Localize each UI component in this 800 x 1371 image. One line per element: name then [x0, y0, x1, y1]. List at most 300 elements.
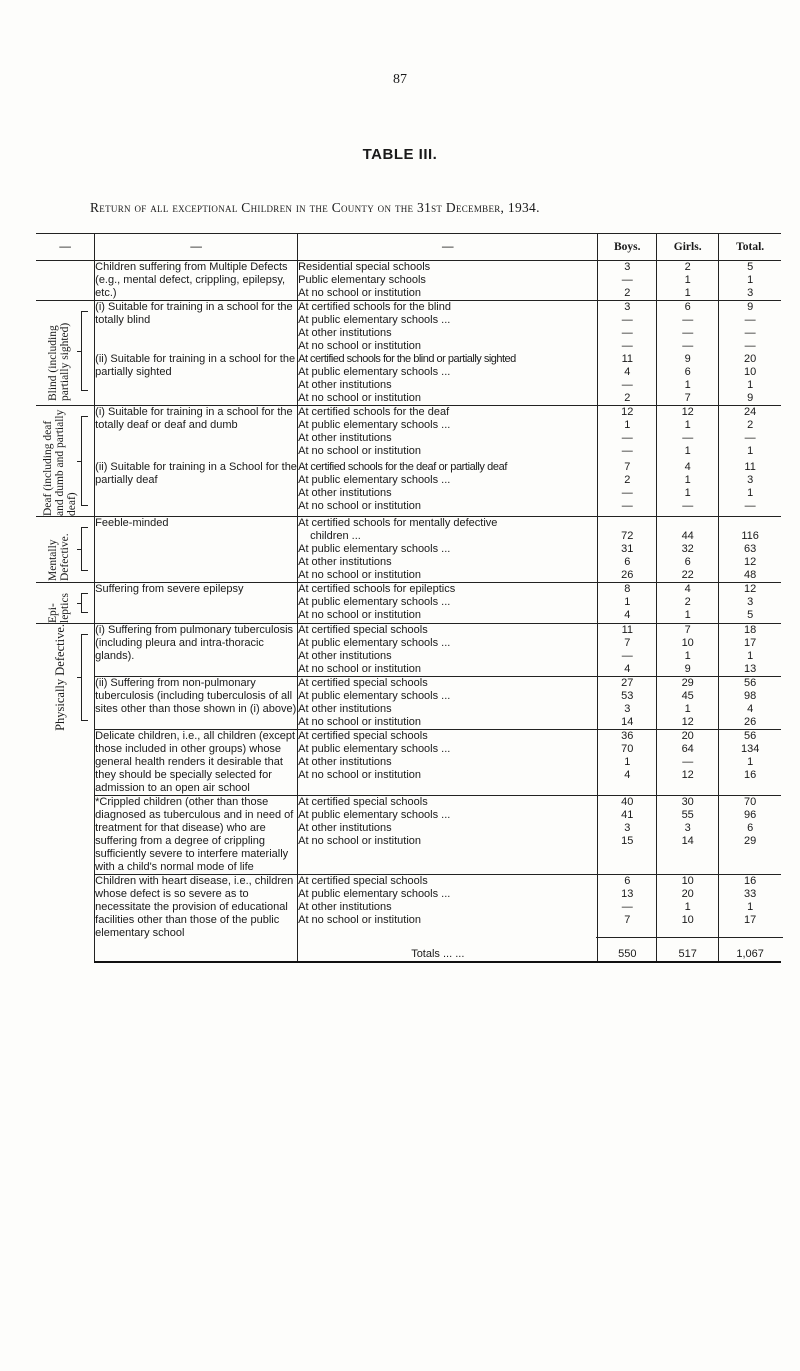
total-value: 116 — [741, 530, 759, 542]
placement-line: At no school or institution — [298, 663, 422, 675]
exceptional-children-table — [36, 233, 781, 963]
condition-cell — [95, 517, 298, 583]
total-value: 3 — [747, 287, 754, 299]
girls-value — [657, 517, 718, 530]
brace-icon — [81, 527, 88, 571]
placement-cell — [298, 261, 598, 301]
group-mental — [36, 517, 95, 583]
condition-text: (ii) Suitable for training in a School for the partially deaf — [95, 461, 297, 486]
total-value: — — [744, 327, 756, 339]
girls-value: 32 — [681, 543, 694, 555]
boys-value: 6 — [624, 556, 631, 568]
condition-text: (i) Suitable for training in a school for the totally deaf or deaf and dumb — [95, 406, 293, 431]
girls-cell — [657, 517, 719, 583]
girls-cell — [657, 624, 719, 677]
girls-value: 10 — [681, 914, 694, 926]
total-value: 56 — [744, 730, 757, 742]
brace-icon — [81, 311, 88, 391]
header-total: Total. — [719, 234, 781, 261]
total-value: 63 — [744, 543, 757, 555]
placement-line: At certified special schools — [298, 796, 428, 808]
girls-value: 1 — [684, 287, 691, 299]
placement-cell — [298, 875, 598, 963]
condition-text: (ii) Suffering from non-pulmonary tuberculosis (including tuberculosis of all sites other than those shown in (i) above) — [95, 677, 297, 715]
header-boys: Boys. — [598, 234, 657, 261]
total-value: 56 — [744, 677, 757, 689]
total-value: 3 — [747, 474, 754, 486]
girls-total: 517 — [678, 948, 697, 960]
girls-value: 1 — [684, 474, 691, 486]
boys-value: 1 — [624, 756, 631, 768]
girls-value: 20 — [681, 888, 694, 900]
condition-cell — [95, 406, 298, 462]
boys-value: 72 — [621, 530, 634, 542]
total-value: 11 — [744, 461, 756, 473]
placement-line: At other institutions — [298, 650, 392, 662]
total-value: 48 — [744, 569, 757, 581]
placement-line: At public elementary schools ... — [298, 888, 451, 900]
total-value: 1 — [747, 445, 754, 457]
boys-value: — — [621, 314, 633, 326]
boys-value: 2 — [624, 392, 631, 404]
total-value: 6 — [747, 822, 754, 834]
total-value: 20 — [744, 353, 757, 365]
placement-line: At no school or institution — [298, 445, 422, 457]
placement-line: At other institutions — [298, 756, 392, 768]
placement-line: At no school or institution — [298, 340, 422, 352]
total-cell — [719, 301, 781, 354]
placement-cell — [298, 517, 598, 583]
condition-text: Suffering from severe epilepsy — [95, 583, 244, 595]
boys-value: — — [621, 274, 633, 286]
boys-cell — [598, 461, 657, 517]
boys-value: 3 — [624, 301, 631, 313]
boys-value: — — [621, 500, 633, 512]
placement-line: At no school or institution — [298, 835, 422, 847]
header-girls: Girls. — [657, 234, 719, 261]
placement-line: At certified schools for the deaf — [298, 406, 450, 418]
girls-value: 1 — [684, 650, 691, 662]
placement-line: At public elementary schools ... — [298, 809, 451, 821]
total-cell — [719, 624, 781, 677]
boys-value: 7 — [624, 914, 631, 926]
boys-value: 13 — [621, 888, 634, 900]
total-value: 16 — [744, 875, 757, 887]
boys-value: 3 — [624, 703, 631, 715]
table-row — [36, 875, 781, 963]
placement-line: At certified schools for the blind — [298, 301, 451, 313]
condition-cell — [95, 875, 298, 963]
page-number: 87 — [393, 72, 407, 87]
placement-line: At other institutions — [298, 327, 392, 339]
brace-icon — [81, 634, 88, 721]
placement-line: At no school or institution — [298, 716, 422, 728]
girls-cell — [657, 583, 719, 624]
boys-cell — [598, 517, 657, 583]
total-cell — [719, 406, 781, 462]
condition-cell — [95, 461, 298, 517]
boys-value: 11 — [621, 353, 633, 365]
girls-cell — [657, 796, 719, 875]
girls-value: — — [682, 340, 694, 352]
placement-line: At other institutions — [298, 487, 392, 499]
condition-text: (ii) Suitable for training in a school for the partially sighted — [95, 353, 296, 378]
total-value: 1 — [747, 274, 754, 286]
group-label-blind: Blind (including partially sighted) — [47, 322, 72, 401]
condition-text: (i) Suitable for training in a school for the totally blind — [95, 301, 293, 326]
girls-value: 10 — [681, 875, 694, 887]
condition-text: *Crippled children (other than those diagnosed as tuberculous and in need of treatment for that disease) who are suffering from a degree of crippling sufficiently severe to interfere materially with a child's normal mode of life — [95, 796, 294, 873]
boys-value: 27 — [621, 677, 634, 689]
placement-line: At other institutions — [298, 432, 392, 444]
placement-line: At certified schools for the blind or partially sighted — [298, 353, 516, 365]
condition-cell — [95, 624, 298, 677]
total-value: 1 — [747, 756, 754, 768]
placement-line: At other institutions — [298, 556, 392, 568]
total-value: — — [744, 432, 756, 444]
girls-value: — — [682, 500, 694, 512]
boys-value: 1 — [624, 419, 631, 431]
girls-cell — [657, 353, 719, 406]
girls-value: 6 — [684, 366, 691, 378]
girls-value: 1 — [684, 379, 691, 391]
condition-cell — [95, 677, 298, 730]
placement-line: At certified schools for mentally defective — [298, 517, 498, 529]
placement-line: At other institutions — [298, 703, 392, 715]
total-value: 33 — [744, 888, 757, 900]
condition-cell — [95, 730, 298, 796]
totals-label: Totals ... ... — [411, 948, 465, 960]
girls-value: 64 — [681, 743, 694, 755]
boys-value: 8 — [624, 583, 631, 595]
girls-value: 14 — [681, 835, 694, 847]
placement-line: At other institutions — [298, 379, 392, 391]
placement-line: At public elementary schools ... — [298, 637, 451, 649]
girls-value: — — [682, 327, 694, 339]
girls-value: 1 — [684, 445, 691, 457]
boys-value: — — [621, 340, 633, 352]
boys-value: 3 — [624, 261, 631, 273]
grand-total: 1,067 — [736, 948, 764, 960]
placement-line: At no school or institution — [298, 392, 422, 404]
placement-line: At other institutions — [298, 901, 392, 913]
total-value: 5 — [747, 609, 754, 621]
boys-cell — [598, 406, 657, 462]
girls-value: 4 — [684, 583, 691, 595]
boys-value: 4 — [624, 769, 631, 781]
girls-value: 9 — [684, 663, 691, 675]
girls-value: 9 — [684, 353, 691, 365]
girls-value: 6 — [684, 556, 691, 568]
girls-value: 44 — [681, 530, 694, 542]
placement-cell — [298, 624, 598, 677]
placement-line: At public elementary schools ... — [298, 419, 451, 431]
total-value: 4 — [747, 703, 754, 715]
group-label-epileptic: Epi-leptics — [47, 592, 72, 623]
group-label-physical: Physically Defective. — [53, 624, 68, 731]
girls-value: 22 — [681, 569, 694, 581]
boys-value: 1 — [624, 596, 631, 608]
boys-value: — — [621, 432, 633, 444]
total-value: 18 — [744, 624, 757, 636]
girls-cell — [657, 301, 719, 354]
boys-value — [598, 517, 656, 530]
total-value: 16 — [744, 769, 757, 781]
placement-cell — [298, 353, 598, 406]
total-value: 9 — [747, 301, 754, 313]
boys-cell — [598, 796, 657, 875]
girls-cell — [657, 406, 719, 462]
girls-value: 7 — [684, 392, 691, 404]
girls-value: 1 — [684, 703, 691, 715]
girls-value: 12 — [681, 406, 694, 418]
group-label-deaf: Deaf (including deaf and dumb and partially deaf) — [42, 409, 79, 516]
brace-icon — [81, 593, 88, 613]
group-epileptic — [36, 583, 95, 624]
girls-value: — — [682, 314, 694, 326]
girls-value: — — [682, 756, 694, 768]
table-row — [36, 406, 781, 462]
boys-value: — — [621, 327, 633, 339]
placement-line: At certified special schools — [298, 875, 428, 887]
boys-value: 2 — [624, 474, 631, 486]
boys-cell — [598, 677, 657, 730]
boys-value: 40 — [621, 796, 634, 808]
total-cell — [719, 677, 781, 730]
boys-value: 4 — [624, 663, 631, 675]
placement-line: At certified schools for epileptics — [298, 583, 456, 595]
boys-value: 11 — [621, 624, 633, 636]
placement-cell — [298, 730, 598, 796]
girls-value: 3 — [684, 822, 691, 834]
total-cell — [719, 796, 781, 875]
girls-value: 20 — [681, 730, 694, 742]
condition-cell — [95, 301, 298, 354]
group-label-mental: Mentally Defective. — [47, 533, 72, 581]
girls-value: 1 — [684, 901, 691, 913]
girls-value: 10 — [681, 637, 694, 649]
header-group: — — [36, 234, 95, 261]
boys-value: 6 — [624, 875, 631, 887]
total-value: 3 — [747, 596, 754, 608]
total-value: 5 — [747, 261, 754, 273]
boys-value: 15 — [621, 835, 634, 847]
table-body — [36, 261, 781, 963]
total-value: — — [744, 500, 756, 512]
placement-line: At public elementary schools ... — [298, 743, 451, 755]
girls-cell — [657, 875, 719, 963]
table-row — [36, 261, 781, 301]
boys-cell — [598, 624, 657, 677]
total-value: 1 — [747, 487, 754, 499]
placement-cell — [298, 677, 598, 730]
condition-text: Feeble-minded — [95, 517, 169, 529]
table-row — [36, 517, 781, 583]
boys-value: 4 — [624, 366, 631, 378]
condition-text: Children with heart disease, i.e., children whose defect is so severe as to necessitate the provision of educational facilities other than those of the public elementary school — [95, 875, 294, 939]
total-cell — [719, 517, 781, 583]
condition-text: Delicate children, i.e., all children (except those included in other groups) whose general health renders it desirable that they should be specially selected for admission to an open air school — [95, 730, 296, 794]
total-value: 13 — [744, 663, 757, 675]
boys-value: — — [621, 445, 633, 457]
table-row — [36, 796, 781, 875]
condition-cell — [95, 583, 298, 624]
placement-line: At certified schools for the deaf or partially deaf — [298, 461, 507, 473]
boys-total: 550 — [618, 948, 637, 960]
placement-line: At certified special schools — [298, 624, 428, 636]
girls-value: 2 — [684, 261, 691, 273]
boys-value: — — [621, 901, 633, 913]
girls-value: 1 — [684, 274, 691, 286]
girls-value: — — [682, 432, 694, 444]
boys-value: 12 — [621, 406, 634, 418]
boys-cell — [598, 301, 657, 354]
placement-line: At no school or institution — [298, 569, 422, 581]
total-value: — — [744, 314, 756, 326]
total-value: 17 — [744, 914, 757, 926]
placement-cell — [298, 301, 598, 354]
total-cell — [719, 875, 781, 963]
group-deaf — [36, 406, 95, 517]
boys-value: 36 — [621, 730, 634, 742]
total-value: 1 — [747, 650, 754, 662]
placement-line: children ... — [310, 530, 361, 542]
total-value: 1 — [747, 379, 754, 391]
table-row — [36, 677, 781, 730]
girls-cell — [657, 730, 719, 796]
total-value: — — [744, 340, 756, 352]
total-value: 70 — [744, 796, 757, 808]
girls-value: 55 — [681, 809, 694, 821]
total-cell — [719, 583, 781, 624]
table-row — [36, 624, 781, 677]
boys-value: 4 — [624, 609, 631, 621]
group-cell-empty — [36, 261, 95, 301]
total-cell — [719, 353, 781, 406]
girls-value: 30 — [681, 796, 694, 808]
boys-value: 41 — [621, 809, 634, 821]
boys-value: 53 — [621, 690, 634, 702]
boys-value: 7 — [624, 461, 631, 473]
placement-line: At other institutions — [298, 822, 392, 834]
table-row — [36, 583, 781, 624]
girls-cell — [657, 261, 719, 301]
total-value: 9 — [747, 392, 754, 404]
total-value: 26 — [744, 716, 757, 728]
boys-value: 2 — [624, 287, 631, 299]
placement-line: At certified special schools — [298, 677, 428, 689]
header-condition: — — [95, 234, 298, 261]
boys-value: — — [621, 650, 633, 662]
condition-text: Children suffering from Multiple Defects (e.g., mental defect, crippling, epilepsy, etc.) — [95, 261, 288, 299]
placement-cell — [298, 461, 598, 517]
total-value: 96 — [744, 809, 757, 821]
total-value: 10 — [744, 366, 757, 378]
placement-line: At no school or institution — [298, 609, 422, 621]
boys-cell — [598, 261, 657, 301]
placement-line: At public elementary schools ... — [298, 366, 451, 378]
placement-line: At no school or institution — [298, 914, 422, 926]
boys-value: — — [621, 487, 633, 499]
boys-value: 7 — [624, 637, 631, 649]
brace-icon — [81, 416, 88, 506]
placement-line: At no school or institution — [298, 287, 422, 299]
table-subtitle: Return of all exceptional Children in the County on the 31st December, 1934. — [90, 200, 540, 215]
boys-cell — [598, 353, 657, 406]
table-row — [36, 301, 781, 354]
girls-value: 45 — [681, 690, 694, 702]
group-blind — [36, 301, 95, 406]
condition-text: (i) Suffering from pulmonary tuberculosis (including pleura and intra-thoracic glands). — [95, 624, 294, 662]
girls-value: 6 — [684, 301, 691, 313]
placement-line: At no school or institution — [298, 500, 422, 512]
total-value: 17 — [744, 637, 757, 649]
boys-value: 3 — [624, 822, 631, 834]
placement-line: At public elementary schools ... — [298, 474, 451, 486]
girls-value: 1 — [684, 487, 691, 499]
boys-value: 26 — [621, 569, 634, 581]
boys-cell — [598, 583, 657, 624]
boys-value: 31 — [621, 543, 634, 555]
boys-value: 70 — [621, 743, 634, 755]
placement-line: At certified special schools — [298, 730, 428, 742]
placement-cell — [298, 406, 598, 462]
total-value: 12 — [744, 583, 757, 595]
header-row — [36, 234, 781, 261]
placement-line: At public elementary schools ... — [298, 596, 451, 608]
boys-value: 14 — [621, 716, 634, 728]
table-row — [36, 730, 781, 796]
placement-line: At public elementary schools ... — [298, 690, 451, 702]
header-placement: — — [298, 234, 598, 261]
total-cell — [719, 461, 781, 517]
table-row — [36, 353, 781, 406]
boys-value: — — [621, 379, 633, 391]
girls-value: 1 — [684, 419, 691, 431]
boys-cell — [598, 730, 657, 796]
total-value: 1 — [747, 901, 754, 913]
placement-line: Public elementary schools — [298, 274, 426, 286]
table-row — [36, 461, 781, 517]
placement-line: Residential special schools — [298, 261, 431, 273]
boys-cell — [598, 875, 657, 963]
total-value: 2 — [747, 419, 754, 431]
girls-cell — [657, 461, 719, 517]
total-cell — [719, 730, 781, 796]
group-physical — [36, 624, 95, 963]
girls-value: 1 — [684, 609, 691, 621]
placement-line: At public elementary schools ... — [298, 543, 451, 555]
total-value: 98 — [744, 690, 757, 702]
total-value: 134 — [740, 743, 760, 755]
total-value: 29 — [744, 835, 757, 847]
total-cell — [719, 261, 781, 301]
placement-cell — [298, 583, 598, 624]
girls-value: 29 — [681, 677, 694, 689]
girls-value: 12 — [681, 716, 694, 728]
placement-line: At public elementary schools ... — [298, 314, 451, 326]
girls-value: 4 — [684, 461, 691, 473]
placement-cell — [298, 796, 598, 875]
girls-value: 12 — [681, 769, 694, 781]
table-title: TABLE III. — [362, 146, 438, 163]
total-value: 12 — [744, 556, 757, 568]
placement-line: At no school or institution — [298, 769, 422, 781]
total-value: 24 — [744, 406, 757, 418]
girls-value: 2 — [684, 596, 691, 608]
condition-cell — [95, 796, 298, 875]
condition-cell — [95, 261, 298, 301]
